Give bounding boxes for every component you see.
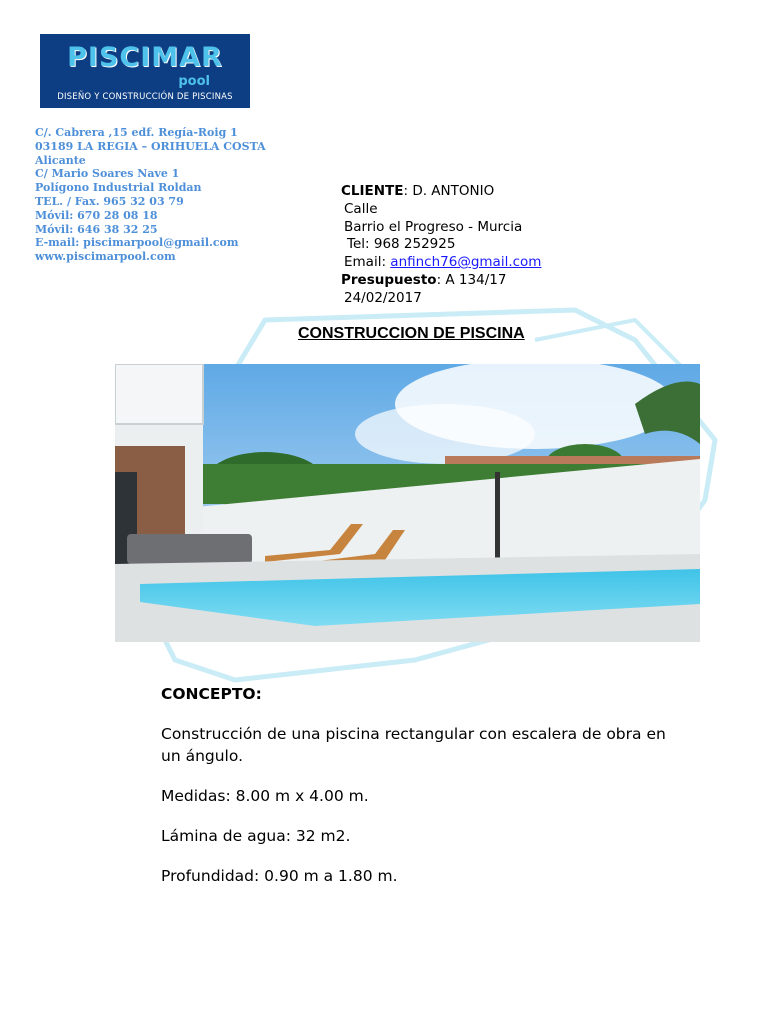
website-line: www.piscimarpool.com: [35, 250, 176, 264]
client-street: Calle: [344, 200, 378, 217]
address-line: Alicante: [35, 153, 86, 167]
client-email-line: [341, 254, 641, 272]
concept-heading: CONCEPTO:: [161, 685, 262, 703]
client-tel: Tel: 968 252925: [347, 236, 456, 253]
presupuesto-value: : A 134/17: [436, 271, 507, 288]
cliente-value: : D. ANTONIO: [403, 183, 495, 199]
pool-photo: [115, 364, 700, 642]
concept-description: Construcción de una piscina rectangular con escalera de obra en un ángulo.: [161, 725, 666, 765]
client-city: Barrio el Progreso - Murcia: [344, 218, 523, 235]
address-line: C/. Cabrera ,15 edf. Regía-Roig 1: [35, 126, 238, 139]
page-title: CONSTRUCCION DE PISCINA: [298, 325, 525, 342]
phone-line: TEL. / Fax. 965 32 03 79: [35, 194, 184, 208]
mobile-line: Móvil: 646 38 32 25: [35, 222, 158, 236]
cliente-label: CLIENTE: [341, 183, 404, 199]
client-block: [341, 183, 641, 308]
mobile-line: Móvil: 670 28 08 18: [35, 208, 158, 222]
concept-section: [161, 683, 681, 905]
logo-sub: pool: [178, 74, 210, 89]
address-line: 03189 LA REGIA – ORIHUELA COSTA: [35, 139, 266, 153]
presupuesto-label: Presupuesto: [341, 271, 437, 288]
logo-tagline: DISEÑO Y CONSTRUCCIÓN DE PISCINAS: [57, 92, 233, 102]
concept-medidas: Medidas: 8.00 m x 4.00 m.: [161, 787, 369, 805]
address-line: C/ Mario Soares Nave 1: [35, 167, 180, 181]
presupuesto-line: [341, 272, 641, 290]
email-line: E-mail: piscimarpool@gmail.com: [35, 236, 239, 250]
document-date: 24/02/2017: [344, 289, 422, 306]
email-label: Email:: [344, 254, 391, 271]
concept-profundidad: Profundidad: 0.90 m a 1.80 m.: [161, 867, 398, 885]
client-email-link[interactable]: anfinch76@gmail.com: [390, 254, 542, 271]
company-logo: [40, 34, 250, 108]
company-address: [35, 126, 335, 264]
concept-lamina: Lámina de agua: 32 m2.: [161, 827, 351, 845]
logo-name: PISCIMAR: [67, 42, 223, 73]
address-line: Polígono Industrial Roldan: [35, 181, 202, 195]
client-name-line: [341, 183, 641, 201]
